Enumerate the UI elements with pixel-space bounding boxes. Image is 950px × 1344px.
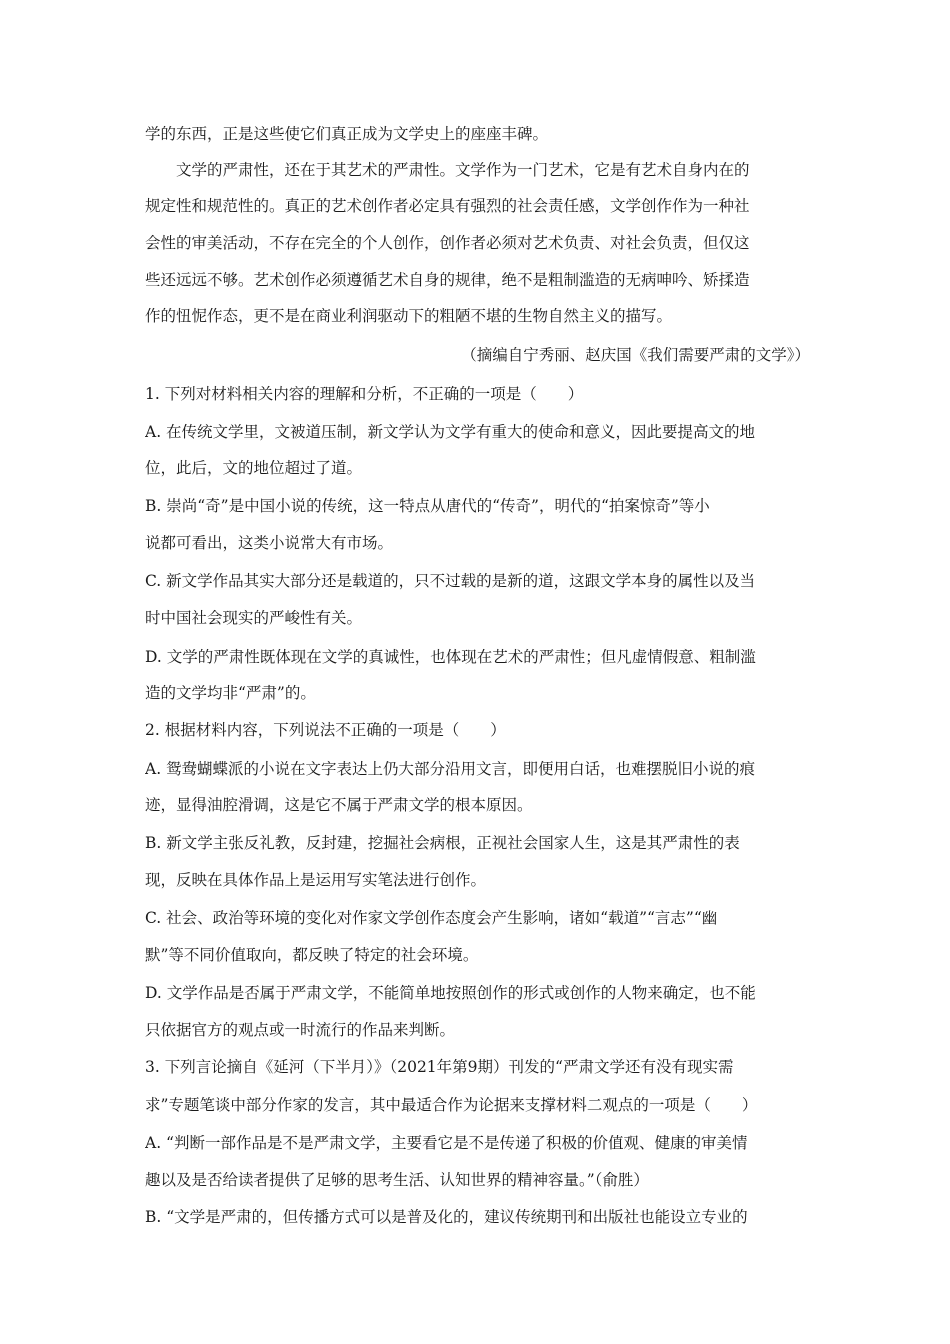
question-2-option-c: C. 社会、政治等环境的变化对作家文学创作态度会产生影响，诸如“载道”“言志”“幽 [145, 909, 718, 927]
question-2-option-b: B. 新文学主张反礼教，反封建，挖掘社会病根，正视社会国家人生，这是其严肃性的表 [145, 834, 740, 852]
question-1-option-a: 位，此后，文的地位超过了道。 [145, 459, 363, 477]
question-3-option-b: B. “文学是严肃的，但传播方式可以是普及化的，建议传统期刊和出版社也能设立专业的 [145, 1208, 748, 1226]
passage-line: 规定性和规范性的。真正的艺术创作者必定具有强烈的社会责任感，文学创作作为一种社 [145, 197, 750, 215]
question-2-option-d: D. 文学作品是否属于严肃文学，不能简单地按照创作的形式或创作的人物来确定，也不能 [145, 984, 756, 1002]
question-1-stem: 1. 下列对材料相关内容的理解和分析，不正确的一项是（ ） [145, 385, 584, 403]
question-3-option-a: A. “判断一部作品是不是严肃文学，主要看它是不是传递了积极的价值观、健康的审美情 [145, 1134, 748, 1152]
question-1-option-a: A. 在传统文学里，文被道压制，新文学认为文学有重大的使命和意义，因此要提高文的地 [145, 423, 756, 441]
question-2-option-b: 现，反映在具体作品上是运用写实笔法进行创作。 [145, 871, 487, 889]
passage-line: 会性的审美活动，不存在完全的个人创作，创作者必须对艺术负责、对社会负责，但仅这 [145, 234, 750, 252]
question-2-stem: 2. 根据材料内容，下列说法不正确的一项是（ ） [145, 721, 506, 739]
question-1-option-d: D. 文学的严肃性既体现在文学的真诚性，也体现在艺术的严肃性；但凡虚情假意、粗制滥 [145, 648, 756, 666]
question-3-option-a: 趣以及是否给读者提供了足够的思考生活、认知世界的精神容量。”（俞胜） [145, 1171, 649, 1189]
passage-line: 作的忸怩作态，更不是在商业利润驱动下的粗陋不堪的生物自然主义的描写。 [145, 307, 673, 325]
passage-line: 文学的严肃性，还在于其艺术的严肃性。文学作为一门艺术，它是有艺术自身内在的 [176, 161, 750, 179]
question-2-option-a: A. 鸳鸯蝴蝶派的小说在文字表达上仍大部分沿用文言，即便用白话，也难摆脱旧小说的痕 [145, 760, 756, 778]
passage-line: 学的东西，正是这些使它们真正成为文学史上的座座丰碑。 [145, 125, 549, 143]
passage-source: （摘编自宁秀丽、赵庆国《我们需要严肃的文学》） [461, 346, 810, 364]
question-3-stem: 求”专题笔谈中部分作家的发言，其中最适合作为论据来支撑材料二观点的一项是（ ） [145, 1096, 758, 1114]
question-2-option-d: 只依据官方的观点或一时流行的作品来判断。 [145, 1021, 456, 1039]
question-2-option-a: 迹，显得油腔滑调，这是它不属于严肃文学的根本原因。 [145, 796, 533, 814]
question-3-stem: 3. 下列言论摘自《延河（下半月）》（2021年第9期）刊发的“严肃文学还有没有现实需 [145, 1058, 734, 1076]
question-1-option-c: C. 新文学作品其实大部分还是载道的，只不过载的是新的道，这跟文学本身的属性以及当 [145, 572, 756, 590]
passage-line: 些还远远不够。艺术创作必须遵循艺术自身的规律，绝不是粗制滥造的无病呻吟、矫揉造 [145, 271, 750, 289]
question-1-option-d: 造的文学均非“严肃”的。 [145, 684, 316, 702]
question-2-option-c: 默”等不同价值取向，都反映了特定的社会环境。 [145, 946, 479, 964]
question-1-option-c: 时中国社会现实的严峻性有关。 [145, 609, 363, 627]
question-1-option-b: B. 崇尚“奇”是中国小说的传统，这一特点从唐代的“传奇”，明代的“拍案惊奇”等小 [145, 497, 710, 515]
question-1-option-b: 说都可看出，这类小说常大有市场。 [145, 534, 394, 552]
